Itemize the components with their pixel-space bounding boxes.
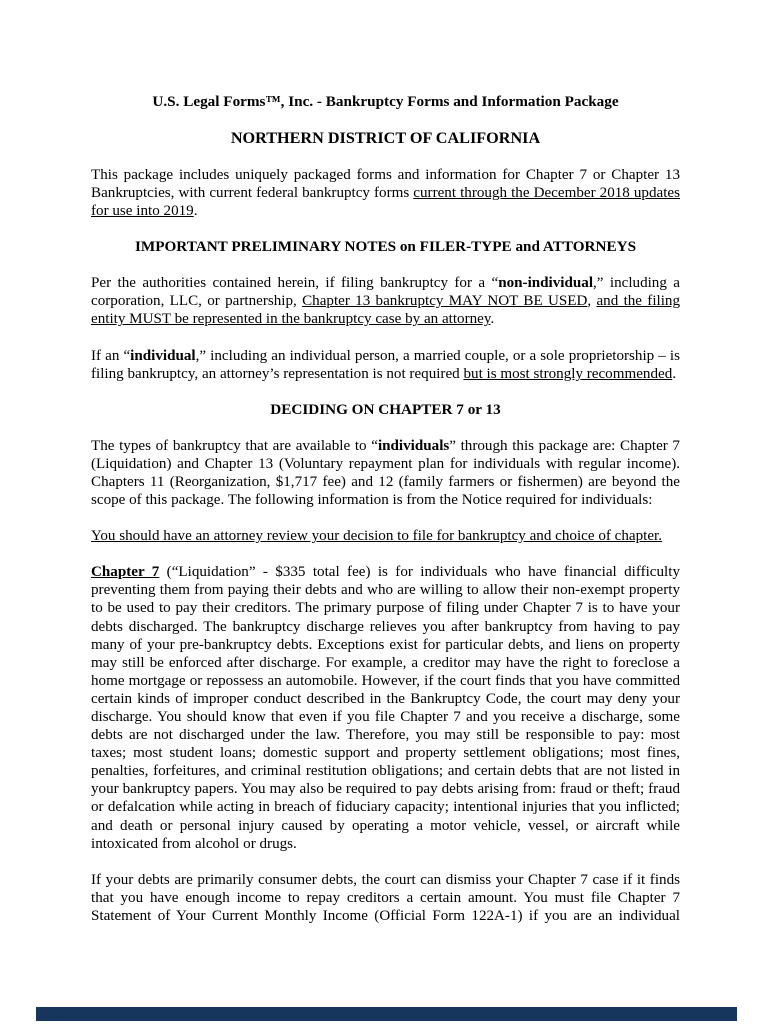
paragraph: If an “individual,” including an individual person, a married couple, or a sole proprietorship – is filing bankruptcy, an attorney’s representation is not required but is most strongly recommended. <box>91 347 680 382</box>
district-title: NORTHERN DISTRICT OF CALIFORNIA <box>230 129 541 147</box>
section-heading: IMPORTANT PRELIMINARY NOTES on FILER-TYPE and ATTORNEYS <box>134 238 637 256</box>
paragraph: This package includes uniquely packaged forms and information for Chapter 7 or Chapter 13 Bankruptcies, with current federal bankruptcy forms current through the December 2018 updates for use into 2019. <box>91 167 680 220</box>
paragraph: You should have an attorney review your decision to file for bankruptcy and choice of chapter. <box>91 528 663 545</box>
document-body <box>91 166 680 925</box>
footer-bar <box>36 1007 737 1021</box>
section-heading: DECIDING ON CHAPTER 7 or 13 <box>270 400 501 418</box>
document-page <box>91 0 680 943</box>
paragraph: The types of bankruptcy that are available to “individuals” through this package are: Chapter 7 (Liquidation) and Chapter 13 (Voluntary repayment plan for individuals with regular income). Chapters 11 (Reorganization, $1,717 fee) and 12 (family farmers or fishermen) are beyond the scope of this package. The following information is from the Notice required for individuals: <box>91 437 680 509</box>
document-title: U.S. Legal Forms™, Inc. - Bankruptcy Forms and Information Package <box>152 93 619 110</box>
paragraph: If your debts are primarily consumer debts, the court can dismiss your Chapter 7 case if it finds that you have enough income to repay creditors a certain amount. You must file Chapter 7 Statement of Your Current Monthly Income (Official Form 122A-1) if you are an individual <box>91 871 680 924</box>
paragraph: Chapter 7 (“Liquidation” - $335 total fee) is for individuals who have financial difficulty preventing them from paying their debts and who are willing to allow their non-exempt property to be used to pay their creditors. The primary purpose of filing under Chapter 7 is to have your debts discharged. The bankruptcy discharge relieves you after bankruptcy from having to pay many of your pre-bankruptcy debts. Exceptions exist for particular debts, and liens on property may still be enforced after discharge. For example, a creditor may have the right to foreclose a home mortgage or repossess an automobile. However, if the court finds that you have committed certain kinds of improper conduct described in the Bankruptcy Code, the court may deny your discharge. You should know that even if you file Chapter 7 and you receive a discharge, some debts are not discharged under the law. Therefore, you may still be responsible to pay: most taxes; most student loans; domestic support and property settlement obligations; most fines, penalties, forfeitures, and criminal restitution obligations; and certain debts that are not listed in your bankruptcy papers. You may also be required to pay debts arising from: fraud or theft; fraud or defalcation while acting in breach of fiduciary capacity; intentional injuries that you inflicted; and death or personal injury caused by operating a motor vehicle, vessel, or aircraft while intoxicated from alcohol or drugs. <box>91 564 680 852</box>
paragraph: Per the authorities contained herein, if filing bankruptcy for a “non-individual,” including a corporation, LLC, or partnership, Chapter 13 bankruptcy MAY NOT BE USED, and the filing entity MUST be represented in the bankruptcy case by an attorney. <box>91 275 681 328</box>
